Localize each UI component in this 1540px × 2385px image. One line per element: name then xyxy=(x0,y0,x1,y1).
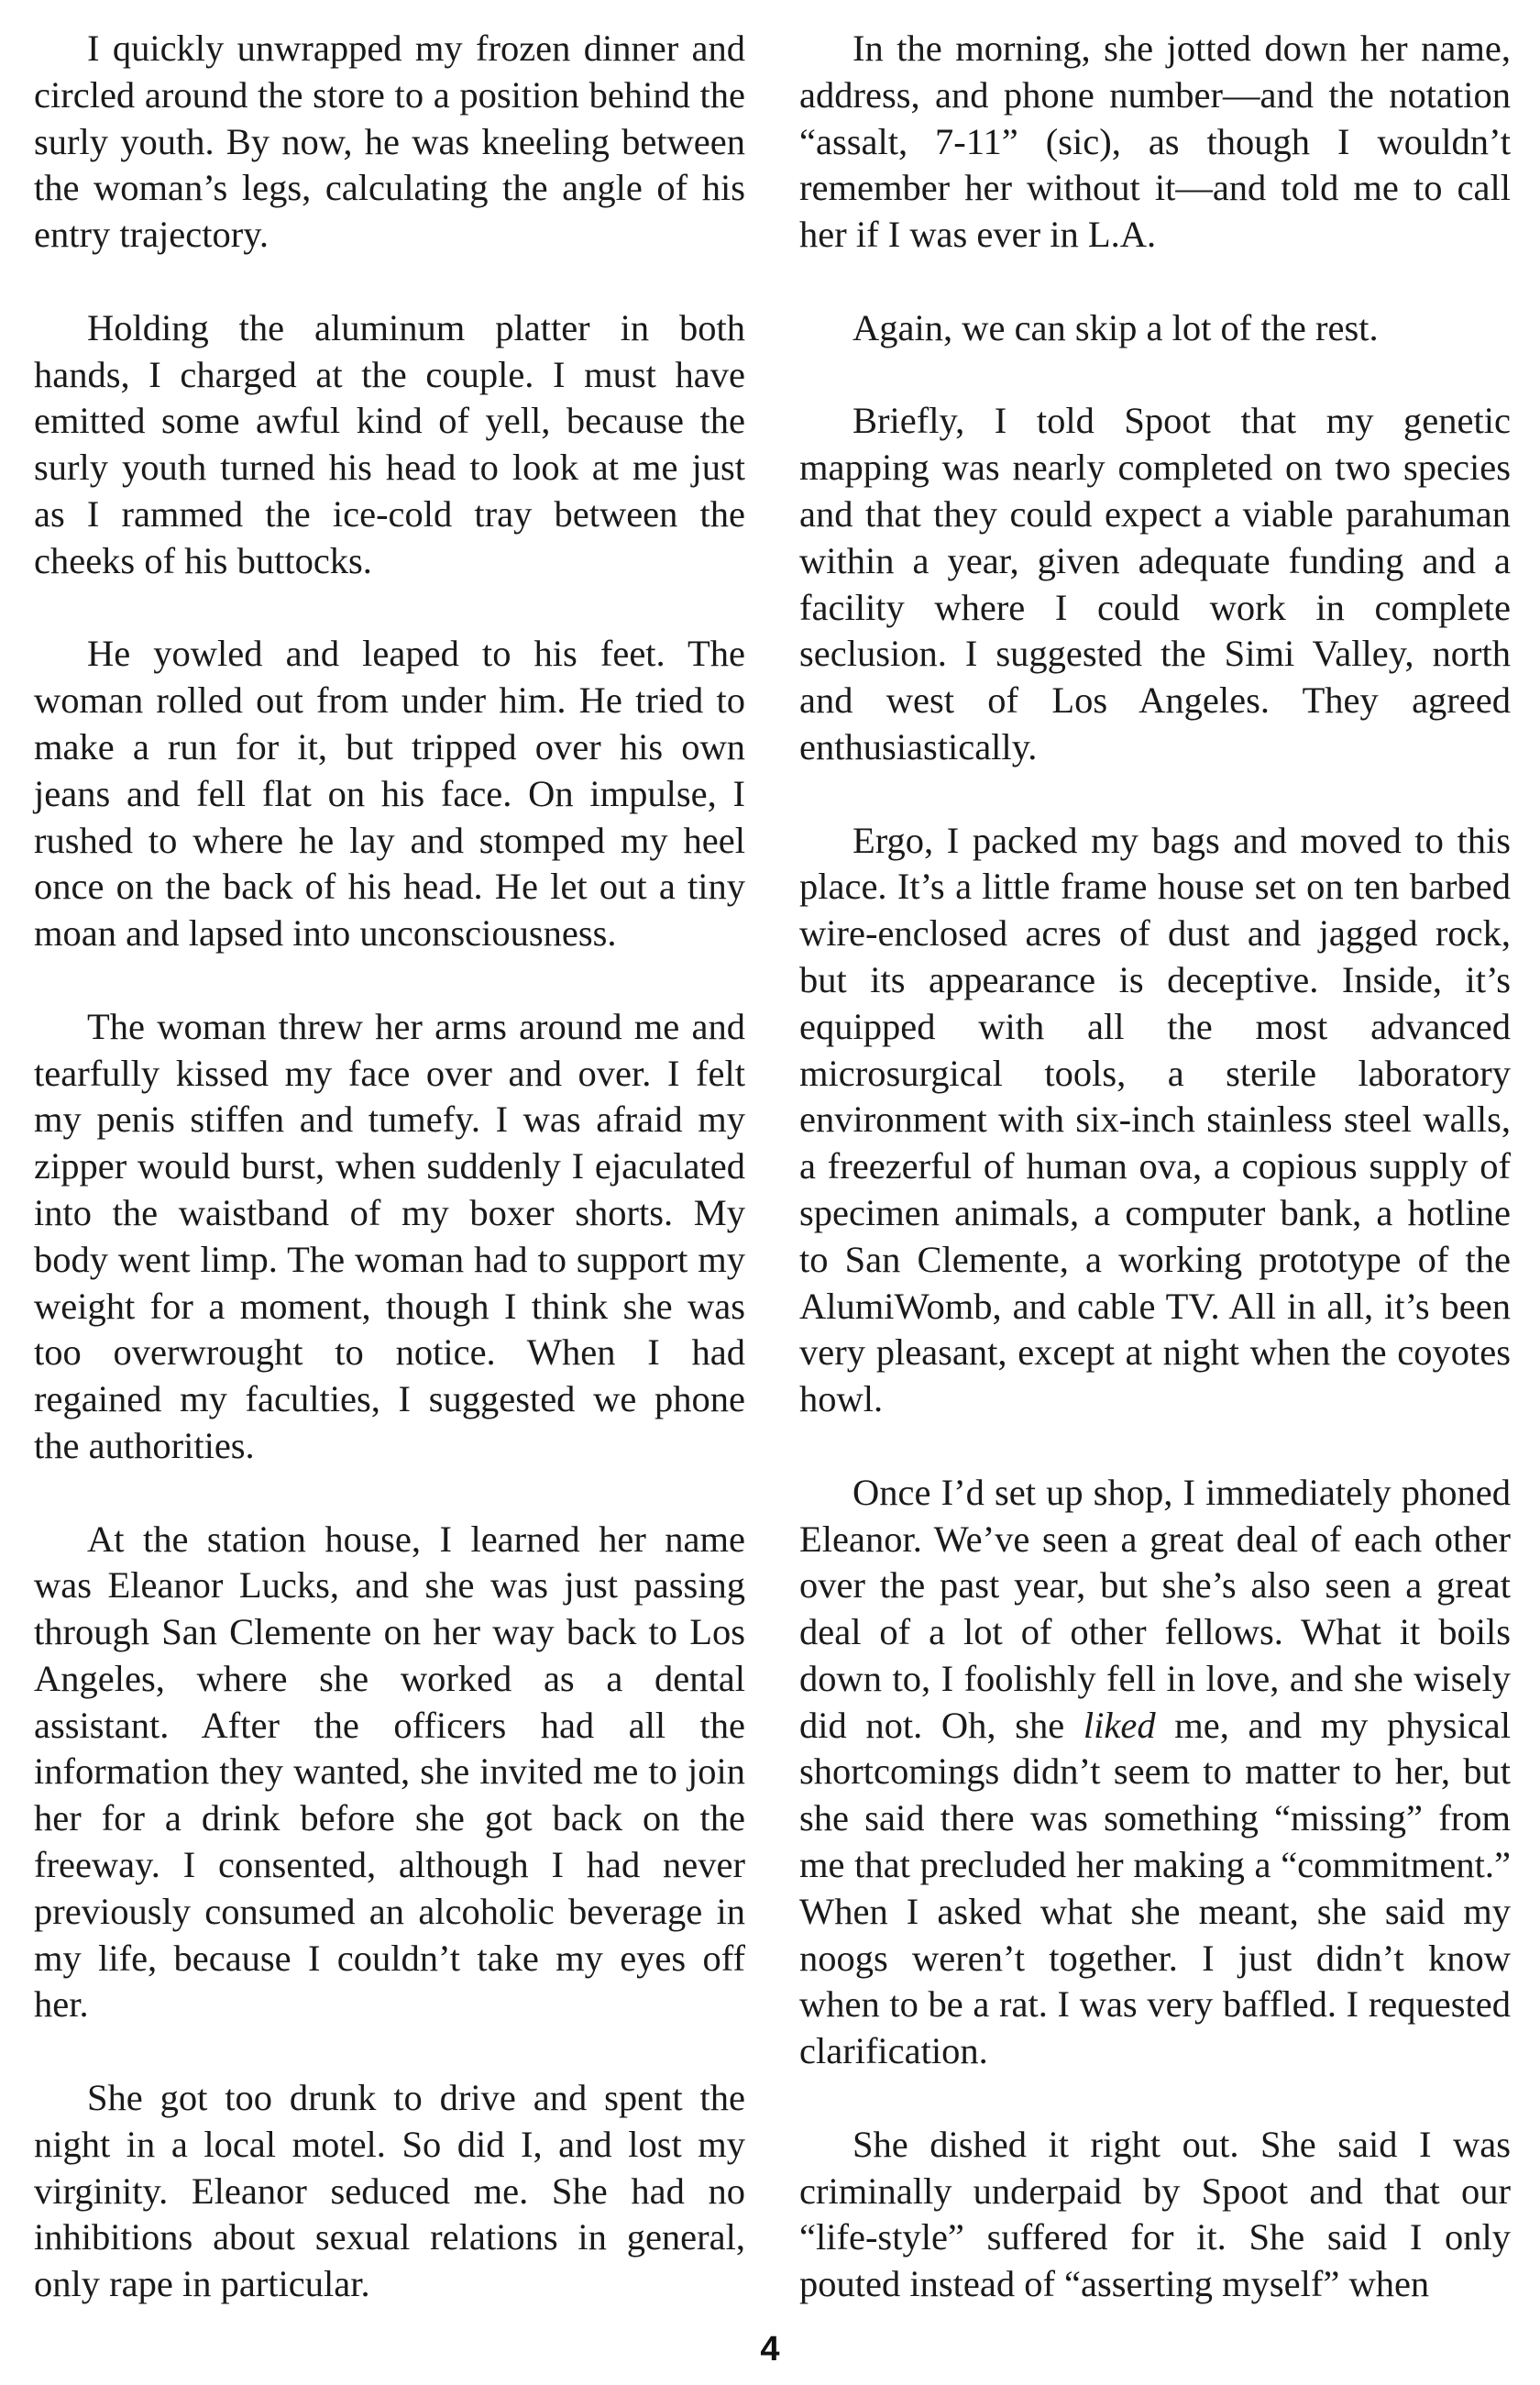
paragraph: I quickly unwrapped my frozen dinner and circled around the store to a position behind the surly youth. By now, he was kneeling between the woman’s legs, calculating the angle of his entry trajectory. xyxy=(34,28,745,256)
paragraph: Holding the aluminum platter in both hands, I charged at the couple. I must have emitted some awful kind of yell, because the surly youth turned his head to look at me just as I rammed the ice-cold tray between the cheeks of his buttocks. xyxy=(34,306,745,581)
paragraph: Briefly, I told Spoot that my genetic mapping was nearly completed on two species and that they could expect a viable parahuman within a year, given adequate funding and a facility where I could work in complete seclusion. I suggested the Simi Valley, north and west of Los Angeles. They agreed enthusiastically. xyxy=(799,400,1511,767)
paragraph: The woman threw her arms around me and tearfully kissed my face over and over. I felt my penis stiffen and tumefy. I was afraid my zipper would burst, when suddenly I ejaculated into the waistband of my boxer shorts. My body went limp. The woman had to support my weight for a moment, though I think she was too overwrought to notice. When I had regained my faculties, I suggested we phone the authorities. xyxy=(34,1005,745,1466)
paragraph: She got too drunk to drive and spent the night in a local motel. So did I, and lost my virginity. Eleanor seduced me. She had no inhibitions about sexual relations in general, only rape in particular. xyxy=(34,2077,745,2305)
paragraph: In the morning, she jotted down her name, address, and phone number—and the notation “assalt, 7-11” (sic), as though I wouldn’t remember her without it—and told me to call her if I was ever in L.A. xyxy=(799,28,1511,256)
paragraph-text: me, and my physical shortcomings didn’t seem to matter to her, but she said there was something “missing” from me that precluded her making a “commitment.” When I asked what she meant, she said my noogs weren’t together. I just didn’t know when to be a rat. I was very baffled. I requested clarification. xyxy=(799,1704,1511,2072)
emphasized-word: liked xyxy=(1083,1704,1156,1746)
paragraph: Ergo, I packed my bags and moved to this place. It’s a little frame house set on ten barbed wire-enclosed acres of dust and jagged rock, but its appearance is deceptive. Inside, it’s equipped with all the most advanced microsurgical tools, a sterile laboratory environment with six-inch stainless steel walls, a freezerful of human ova, a copious supply of specimen animals, a computer bank, a hotline to San Clemente, a working prototype of the AlumiWomb, and cable TV. All in all, it’s been very pleasant, except at night when the coyotes howl. xyxy=(799,819,1511,1420)
page-number: 4 xyxy=(760,2330,780,2368)
paragraph: At the station house, I learned her name was Eleanor Lucks, and she was just passing through San Clemente on her way back to Los Angeles, where she worked as a dental assistant. After the officers had all the information they wanted, she invited me to join her for a drink before she got back on the freeway. I consented, although I had never previously consumed an alcoholic beverage in my life, because I couldn’t take my eyes off her. xyxy=(34,1518,745,2026)
left-text-column xyxy=(34,26,745,2355)
paragraph-with-emphasis xyxy=(799,1470,1511,2075)
right-text-column xyxy=(799,26,1511,2355)
paragraph: Again, we can skip a lot of the rest. xyxy=(852,306,1379,348)
paragraph-text: Once I’d set up shop, I immediately phoned Eleanor. We’ve seen a great deal of each other over the past year, but she’s also seen a great deal of a lot of other fellows. What it boils down to, I foolishly fell in love, and she wisely did not. Oh, she xyxy=(799,1471,1511,1746)
paragraph: He yowled and leaped to his feet. The woman rolled out from under him. He tried to make a run for it, but tripped over his own jeans and fell flat on his face. On impulse, I rushed to where he lay and stomped my heel once on the back of his head. He let out a tiny moan and lapsed into unconsciousness. xyxy=(34,633,745,955)
paragraph: She dished it right out. She said I was criminally underpaid by Spoot and that our “life-style” suffered for it. She said I only pouted instead of “asserting myself” when xyxy=(799,2123,1511,2305)
